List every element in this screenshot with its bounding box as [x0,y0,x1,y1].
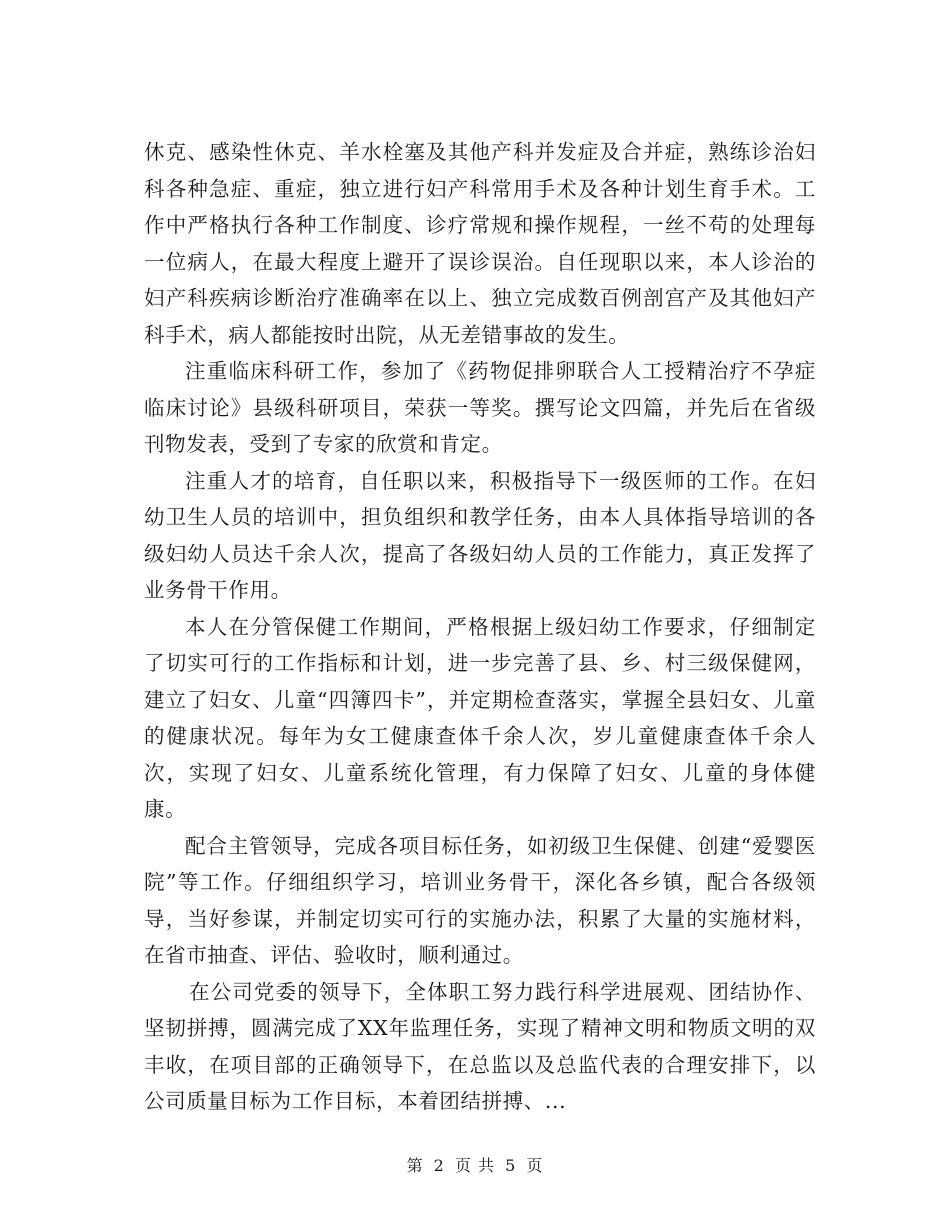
paragraph-1: 休克、感染性休克、羊水栓塞及其他产科并发症及合并症，熟练诊治妇科各种急症、重症，独立进行妇产科常用手术及各种计划生育手术。工作中严格执行各种工作制度、诊疗常规和操作规程，一丝不苟的处理每一位病人，在最大程度上避开了误诊误治。自任现职以来，本人诊治的妇产科疾病诊断治疗准确率在以上、独立完成数百例剖宫产及其他妇产科手术，病人都能按时出院，从无差错事故的发生。 [144,140,816,347]
paragraph-6: 在公司党委的领导下，全体职工努力践行科学进展观、团结协作、坚韧拼搏，圆满完成了XX年监理任务，实现了精神文明和物质文明的双丰收，在项目部的正确领导下，在总监以及总监代表的合理安排下，以公司质量目标为工作目标，本着团结拼搏、... [144,979,816,1113]
paragraph-2: 注重临床科研工作，参加了《药物促排卵联合人工授精治疗不孕症临床讨论》县级科研项目，荣获一等奖。撰写论文四篇，并先后在省级刊物发表，受到了专家的欣赏和肯定。 [144,359,816,456]
page-footer [0,1153,950,1176]
document-body [144,134,816,1120]
footer-page-prefix: 第 [406,1156,424,1175]
footer-page-suffix: 页 [526,1156,544,1175]
paragraph-4: 本人在分管保健工作期间，严格根据上级妇幼工作要求，仔细制定了切实可行的工作指标和计划，进一步完善了县、乡、村三级保健网，建立了妇女、儿童“四簿四卡”，并定期检查落实，掌握全县妇女、儿童的健康状况。每年为女工健康查体千余人次，岁儿童健康查体千余人次，实现了妇女、儿童系统化管理，有力保障了妇女、儿童的身体健康。 [144,614,816,821]
paragraph-5: 配合主管领导，完成各项目标任务，如初级卫生保健、创建“爱婴医院”等工作。仔细组织学习，培训业务骨干，深化各乡镇，配合各级领导，当好参谋，并制定切实可行的实施办法，积累了大量的实施材料，在省市抽查、评估、验收时，顺利通过。 [144,833,816,967]
footer-page-total: 5 [505,1156,517,1175]
paragraph-3: 注重人才的培育，自任职以来，积极指导下一级医师的工作。在妇幼卫生人员的培训中，担负组织和教学任务，由本人具体指导培训的各级妇幼人员达千余人次，提高了各级妇幼人员的工作能力，真正发挥了业务骨干作用。 [144,468,816,602]
footer-page-mid: 页 共 [454,1156,496,1175]
footer-page-current: 2 [433,1156,445,1175]
